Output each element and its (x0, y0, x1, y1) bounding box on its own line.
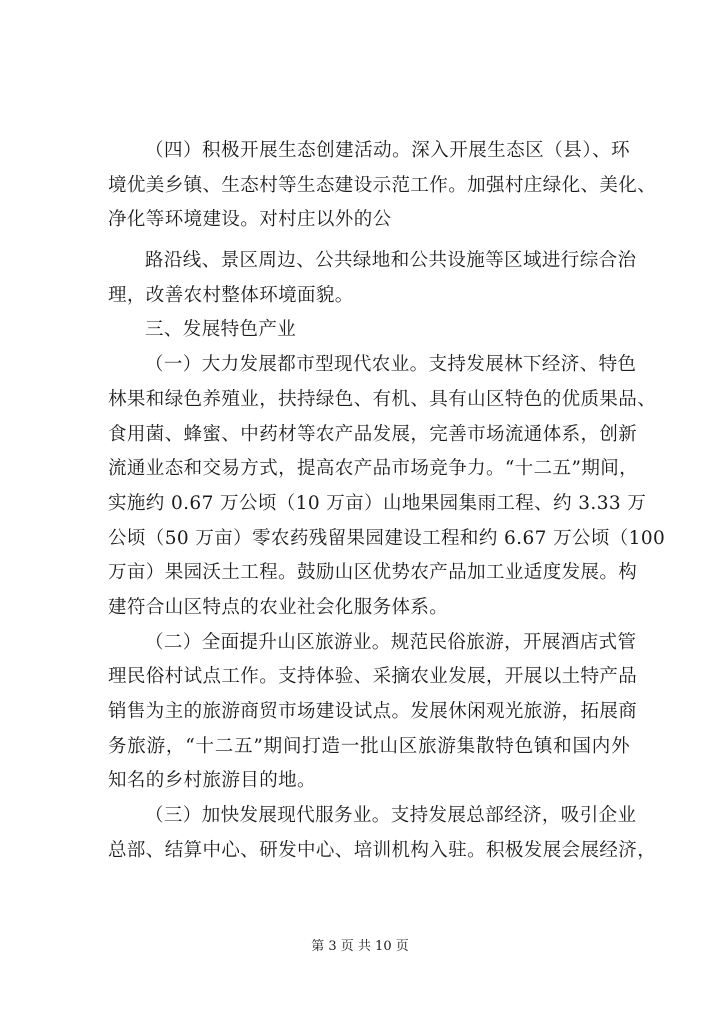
paragraph-eco-creation (108, 134, 657, 238)
paragraph-modern-services (108, 799, 657, 868)
section-heading-special-industry (108, 313, 630, 348)
text-line: 理民俗村试点工作。支持体验、采摘农业发展，开展以土特产品 (108, 666, 638, 688)
page-indicator: 第 3 页 共 10 页 (311, 939, 409, 954)
text-line: 总部、结算中心、研发中心、培训机构入驻。积极发展会展经济， (108, 839, 657, 861)
text-line: 建符合山区特点的农业社会化服务体系。 (108, 596, 449, 618)
text-line: 销售为主的旅游商贸市场建设试点。发展休闲观光旅游，拓展商 (108, 701, 638, 722)
text-line: 知名的乡村旅游目的地。 (108, 770, 316, 792)
paragraph-road-governance (108, 244, 637, 313)
text-line: 路沿线、景区周边、公共绿地和公共设施等区域进行综合治 (145, 250, 637, 272)
text-line: 食用菌、蜂蜜、中药材等农产品发展，完善市场流通体系，创新 (108, 423, 638, 445)
text-line: （一）大力发展都市型现代农业。支持发展林下经济、特色 (145, 354, 637, 376)
text-line: （二）全面提升山区旅游业。规范民俗旅游，开展酒店式管 (145, 631, 637, 653)
text-line: 流通业态和交易方式，提高农产品市场竞争力。“十二五”期间， (108, 458, 639, 480)
text-line: 万亩）果园沃土工程。鼓励山区优势农产品加工业适度发展。构 (108, 562, 638, 584)
text-line: 务旅游，“十二五”期间打造一批山区旅游集散特色镇和国内外 (108, 735, 630, 757)
text-line: 实施约 0.67 万公顷（10 万亩）山地果园集雨工程、约 3.33 万 (108, 492, 647, 514)
document-body (108, 134, 666, 868)
text-line: 理，改善农村整体环境面貌。 (108, 284, 354, 306)
paragraph-urban-agriculture (108, 348, 666, 626)
text-line: 林果和绿色养殖业，扶持绿色、有机、具有山区特色的优质果品、 (108, 388, 657, 410)
text-line: 净化等环境建设。对村庄以外的公 (108, 209, 392, 231)
text-line: （三）加快发展现代服务业。支持发展总部经济，吸引企业 (145, 805, 637, 827)
text-line: 公顷（50 万亩）零农药残留果园建设工程和约 6.67 万公顷（100 (108, 527, 666, 549)
text-line: 境优美乡镇、生态村等生态建设示范工作。加强村庄绿化、美化、 (108, 174, 657, 196)
text-line: （四）积极开展生态创建活动。深入开展生态区（县）、环 (145, 140, 630, 161)
page-footer (0, 938, 720, 956)
paragraph-mountain-tourism (108, 626, 638, 799)
section-heading: 三、发展特色产业 (145, 319, 297, 341)
